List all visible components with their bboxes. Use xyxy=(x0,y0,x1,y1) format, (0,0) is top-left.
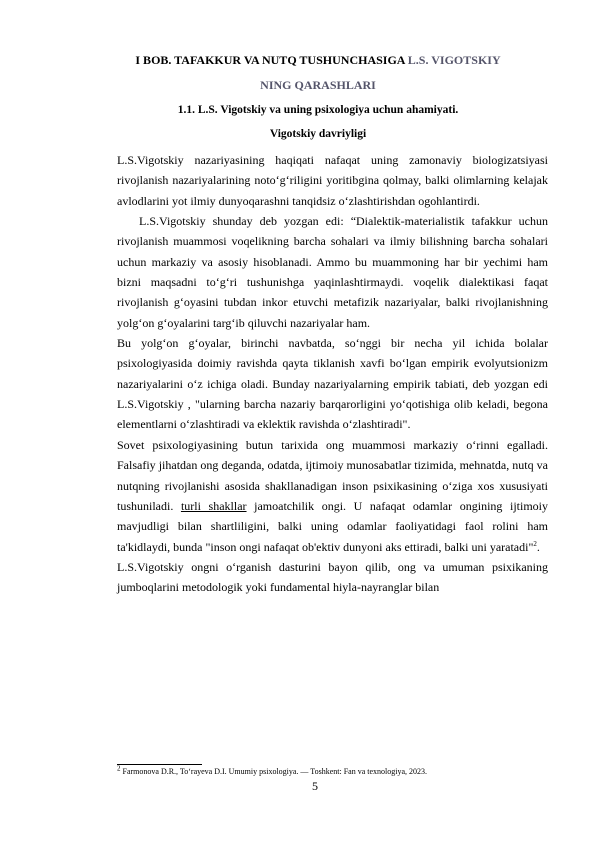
chapter-title xyxy=(88,53,548,67)
paragraph-4-text-a: Sovet psixologiyasining butun tarixida ong muammosi markaziy o‘rinni egalladi. Falsafiy jihatdan ong deganda, odatda, ijtimoiy munosabatlar tizimida, mehnatda, nutq va nutqning rivojlanishi asosida shakllanadigan inson psixikasining o‘ziga xos xususiyati tushuniladi. xyxy=(117,437,548,513)
turli-shakllar-link[interactable]: turli shakllar xyxy=(180,498,247,513)
chapter-title-line2: NING QARASHLARI xyxy=(260,78,376,92)
paragraph-1: L.S.Vigotskiy nazariyasining haqiqati nafaqat uning zamonaviy biologizatsiyasi rivojlanish nazariyalarining noto‘g‘riligini yoritibgina qolmay, balki olimlarning kelajak avlodlarini yot ilmiy dunyoqarashni tanqidsiz o‘zlashtirishdan ogohlantirdi. xyxy=(117,153,548,208)
paragraph-3: Bu yolg‘on g‘oyalar, birinchi navbatda, so‘nggi bir necha yil ichida bolalar psixologiyasida doimiy ravishda qayta tiklanish xavfi bo‘lgan empirik evolyutsionizm nazariyalarini o‘z ichiga oladi. Bunday nazariyalarning empirik tabiati, deb yozgan edi L.S.Vigotskiy , "ularning barcha nazariy barqarorligini yo‘qotishiga olib keladi, begona elementlarni o‘zlashtiradi va eklektik ravishda o‘zlashtiradi". xyxy=(117,336,548,432)
subsection-title: Vigotskiy davriyligi xyxy=(269,128,367,140)
paragraph-2: L.S.Vigotskiy shunday deb yozgan edi: “Dialektik-materialistik tafakkur uchun rivojlanish muammosi voqelikning barcha sohalari va ilmiy bilishning barcha sohalari uchun markaziy va asosiy hisoblanadi. Ammo bu muammoning har bir yechimi ham bizni maqsadni to‘g‘ri tushunishga yaqinlashtirmaydi. voqelik dialektikasi faqat rivojlanish g‘oyasini tubdan inkor etuvchi metafizik nazariyalar, balki rivojlanishning yolg‘on g‘oyalarini targ‘ib qiluvchi nazariyalar ham. xyxy=(117,214,548,330)
page-number: 5 xyxy=(312,779,318,793)
body-text xyxy=(117,150,548,598)
footnote-number: 2 xyxy=(117,764,121,773)
footnote-reference[interactable]: 2 xyxy=(533,539,537,548)
paragraph-4-text-b: jamoatchilik ongi. U nafaqat odamlar ongining ijtimoiy mavjudligi bilan shartliligini, balki uning odamlar faoliyatidagi faol rolini ham ta'kidlaydi, bunda "inson ongi nafaqat ob'ektiv dunyoni aks ettiradi, balki uni yaratadi" xyxy=(117,498,549,554)
section-title: 1.1. L.S. Vigotskiy va uning psixologiya uchun ahamiyati. xyxy=(177,104,459,116)
footnote-divider xyxy=(117,764,202,765)
chapter-title-main: I BOB. TAFAKKUR VA NUTQ TUSHUNCHASIGA xyxy=(135,53,405,67)
paragraph-5: L.S.Vigotskiy ongni o‘rganish dasturini bayon qilib, ong va umuman psixikaning jumboqlarini metodologik yoki fundamental hiyla-nayranglar bilan xyxy=(117,559,548,595)
footnote-text: Farmonova D.R., To‘rayeva D.I. Umumiy psixologiya. — Toshkent: Fan va texnologiya, 2023. xyxy=(120,767,428,776)
paragraph-4-end: . xyxy=(536,539,540,554)
footnote xyxy=(117,764,548,777)
paragraph-4 xyxy=(117,435,548,557)
chapter-title-author: L.S. VIGOTSKIY xyxy=(407,53,501,67)
